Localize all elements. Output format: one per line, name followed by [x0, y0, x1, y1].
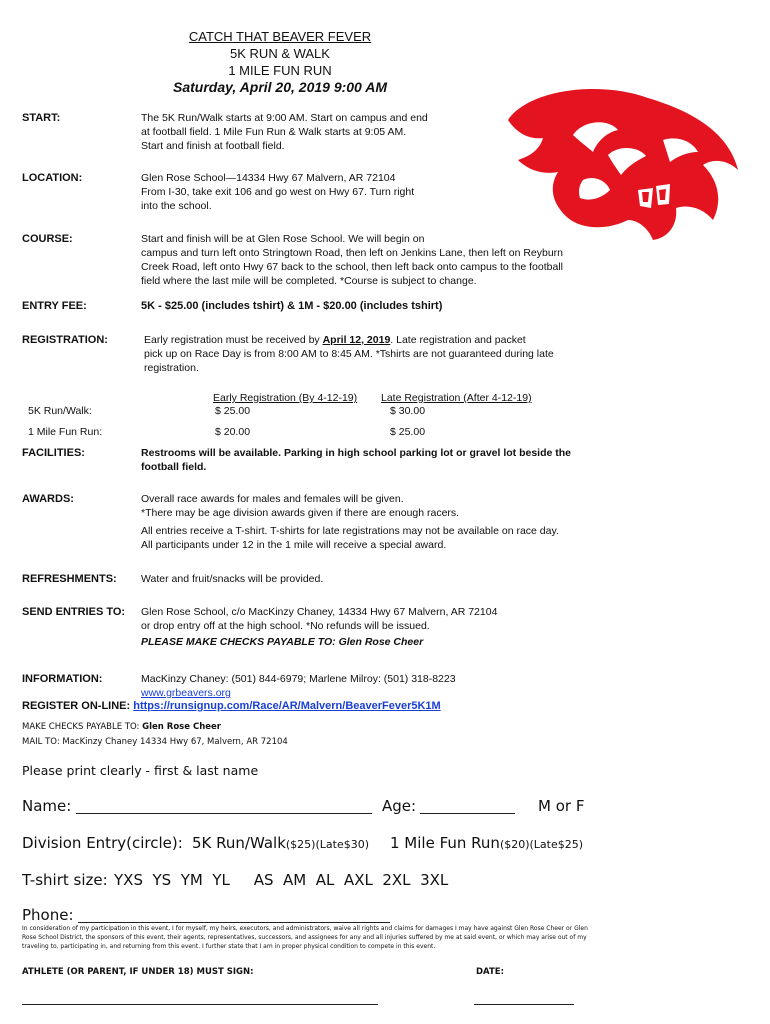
tshirt-label: T-shirt size: — [22, 871, 108, 889]
website-link[interactable]: www.grbeavers.org — [141, 687, 231, 699]
division-label: Division Entry(circle): — [22, 834, 183, 852]
name-field[interactable] — [76, 813, 372, 814]
phone-field[interactable] — [78, 922, 390, 923]
phone-label: Phone: — [22, 906, 74, 924]
start-label: START: — [22, 112, 61, 124]
entry-fee-value: 5K - $25.00 (includes tshirt) & 1M - $20.00 (includes tshirt) — [141, 300, 443, 312]
information-text: MacKinzy Chaney: (501) 844-6979; Marlene Milroy: (501) 318-8223 www.grbeavers.org — [141, 672, 611, 700]
registration-label: REGISTRATION: — [22, 334, 108, 346]
signature-field[interactable] — [22, 1004, 378, 1005]
register-online: REGISTER ON-LINE: https://runsignup.com/Race/AR/Malvern/BeaverFever5K1M — [22, 700, 441, 712]
beaver-mascot-logo — [488, 80, 743, 240]
early-registration-header: Early Registration (By 4-12-19) — [213, 392, 358, 404]
location-label: LOCATION: — [22, 172, 83, 184]
division-1m-option[interactable]: 1 Mile Fun Run($20)(Late$25) — [390, 834, 584, 852]
date-label: DATE: — [476, 967, 504, 977]
waiver-text: In consideration of my participation in this event, I for myself, my heirs, executors, and administrators, waive all rights and claims for damages I may have against Glen Rose Cheer or Glen Rose School District, the sponsors of this event, their agents, representatives, successors, and assignees for any and all injuries suffered by me at said event, or which may arise out of my traveling to, participating in, and returning from this event. I further state that I am in proper physical condition to compete in this event. — [22, 925, 588, 950]
gender-option[interactable]: M or F — [538, 797, 585, 815]
facilities-label: FACILITIES: — [22, 447, 85, 459]
register-online-link[interactable]: https://runsignup.com/Race/AR/Malvern/BeaverFever5K1M — [133, 700, 441, 712]
awards-text: Overall race awards for males and females will be given. *There may be age division awards given if there are enough racers. All entries receive a T-shirt. T-shirts for late registrations may not be available on race day. All participants under 12 in the 1 mile will receive a special award. — [141, 493, 559, 551]
header-title: CATCH THAT BEAVER FEVER — [188, 29, 372, 44]
send-entries-text: Glen Rose School, c/o MacKinzy Chaney, 14334 Hwy 67 Malvern, AR 72104 or drop entry off at the high school. *No refunds will be issued. PLEASE MAKE CHECKS PAYABLE TO: Glen Rose Cheer — [141, 606, 498, 648]
mail-to: MAIL TO: MacKinzy Chaney 14334 Hwy 67, Malvern, AR 72104 — [22, 737, 288, 747]
course-text: Start and finish will be at Glen Rose School. We will begin on campus and turn left onto Stringtown Road, then left on Jenkins Lane, then left on Reyburn Creek Road, left onto Hwy 67 back to the school, then left back onto campus to the football field where the last mile will be completed. *Course is subject to change. — [141, 233, 564, 287]
fee-row-name: 1 Mile Fun Run: — [28, 426, 103, 438]
late-registration-header: Late Registration (After 4-12-19) — [381, 392, 532, 404]
print-note: Please print clearly - first & last name — [22, 763, 259, 778]
division-5k-option[interactable]: 5K Run/Walk($25)(Late$30) — [192, 834, 369, 852]
information-label: INFORMATION: — [22, 673, 103, 685]
checks-payable: MAKE CHECKS PAYABLE TO: Glen Rose Cheer — [22, 722, 221, 732]
header-line2: 5K RUN & WALK — [230, 46, 330, 61]
registration-text: Early registration must be received by April 12, 2019. Late registration and packet pick up on Race Day is from 8:00 AM to 8:45 AM. *Tshirts are not guaranteed during late registration. — [144, 334, 554, 374]
fee-row-early: $ 20.00 — [215, 426, 251, 438]
course-label: COURSE: — [22, 233, 73, 245]
location-text: Glen Rose School—14334 Hwy 67 Malvern, AR 72104 From I-30, take exit 106 and go west on Hwy 67. Turn right into the school. — [141, 172, 415, 212]
entry-fee-label: ENTRY FEE: — [22, 300, 87, 312]
header-date: Saturday, April 20, 2019 9:00 AM — [173, 79, 387, 95]
start-text: The 5K Run/Walk starts at 9:00 AM. Start on campus and end at football field. 1 Mile Fun Run & Walk starts at 9:05 AM. Start and finish at football field. — [141, 112, 428, 152]
fee-row-late: $ 25.00 — [390, 426, 426, 438]
awards-label: AWARDS: — [22, 493, 74, 505]
age-field[interactable] — [420, 813, 515, 814]
age-label: Age: — [382, 797, 417, 815]
send-entries-label: SEND ENTRIES TO: — [22, 606, 126, 618]
fee-row-name: 5K Run/Walk: — [28, 405, 92, 417]
name-label: Name: — [22, 797, 72, 815]
date-field[interactable] — [474, 1004, 574, 1005]
tshirt-size-options[interactable]: YXS YS YM YL AS AM AL AXL 2XL 3XL — [114, 871, 449, 889]
fee-row-late: $ 30.00 — [390, 405, 426, 417]
refreshments-label: REFRESHMENTS: — [22, 573, 117, 585]
header-line3: 1 MILE FUN RUN — [228, 63, 332, 78]
refreshments-text: Water and fruit/snacks will be provided. — [141, 573, 324, 585]
facilities-text: Restrooms will be available. Parking in high school parking lot or gravel lot beside the football field. — [141, 447, 572, 473]
sign-label: ATHLETE (OR PARENT, IF UNDER 18) MUST SIGN: — [22, 967, 254, 977]
fee-row-early: $ 25.00 — [215, 405, 251, 417]
